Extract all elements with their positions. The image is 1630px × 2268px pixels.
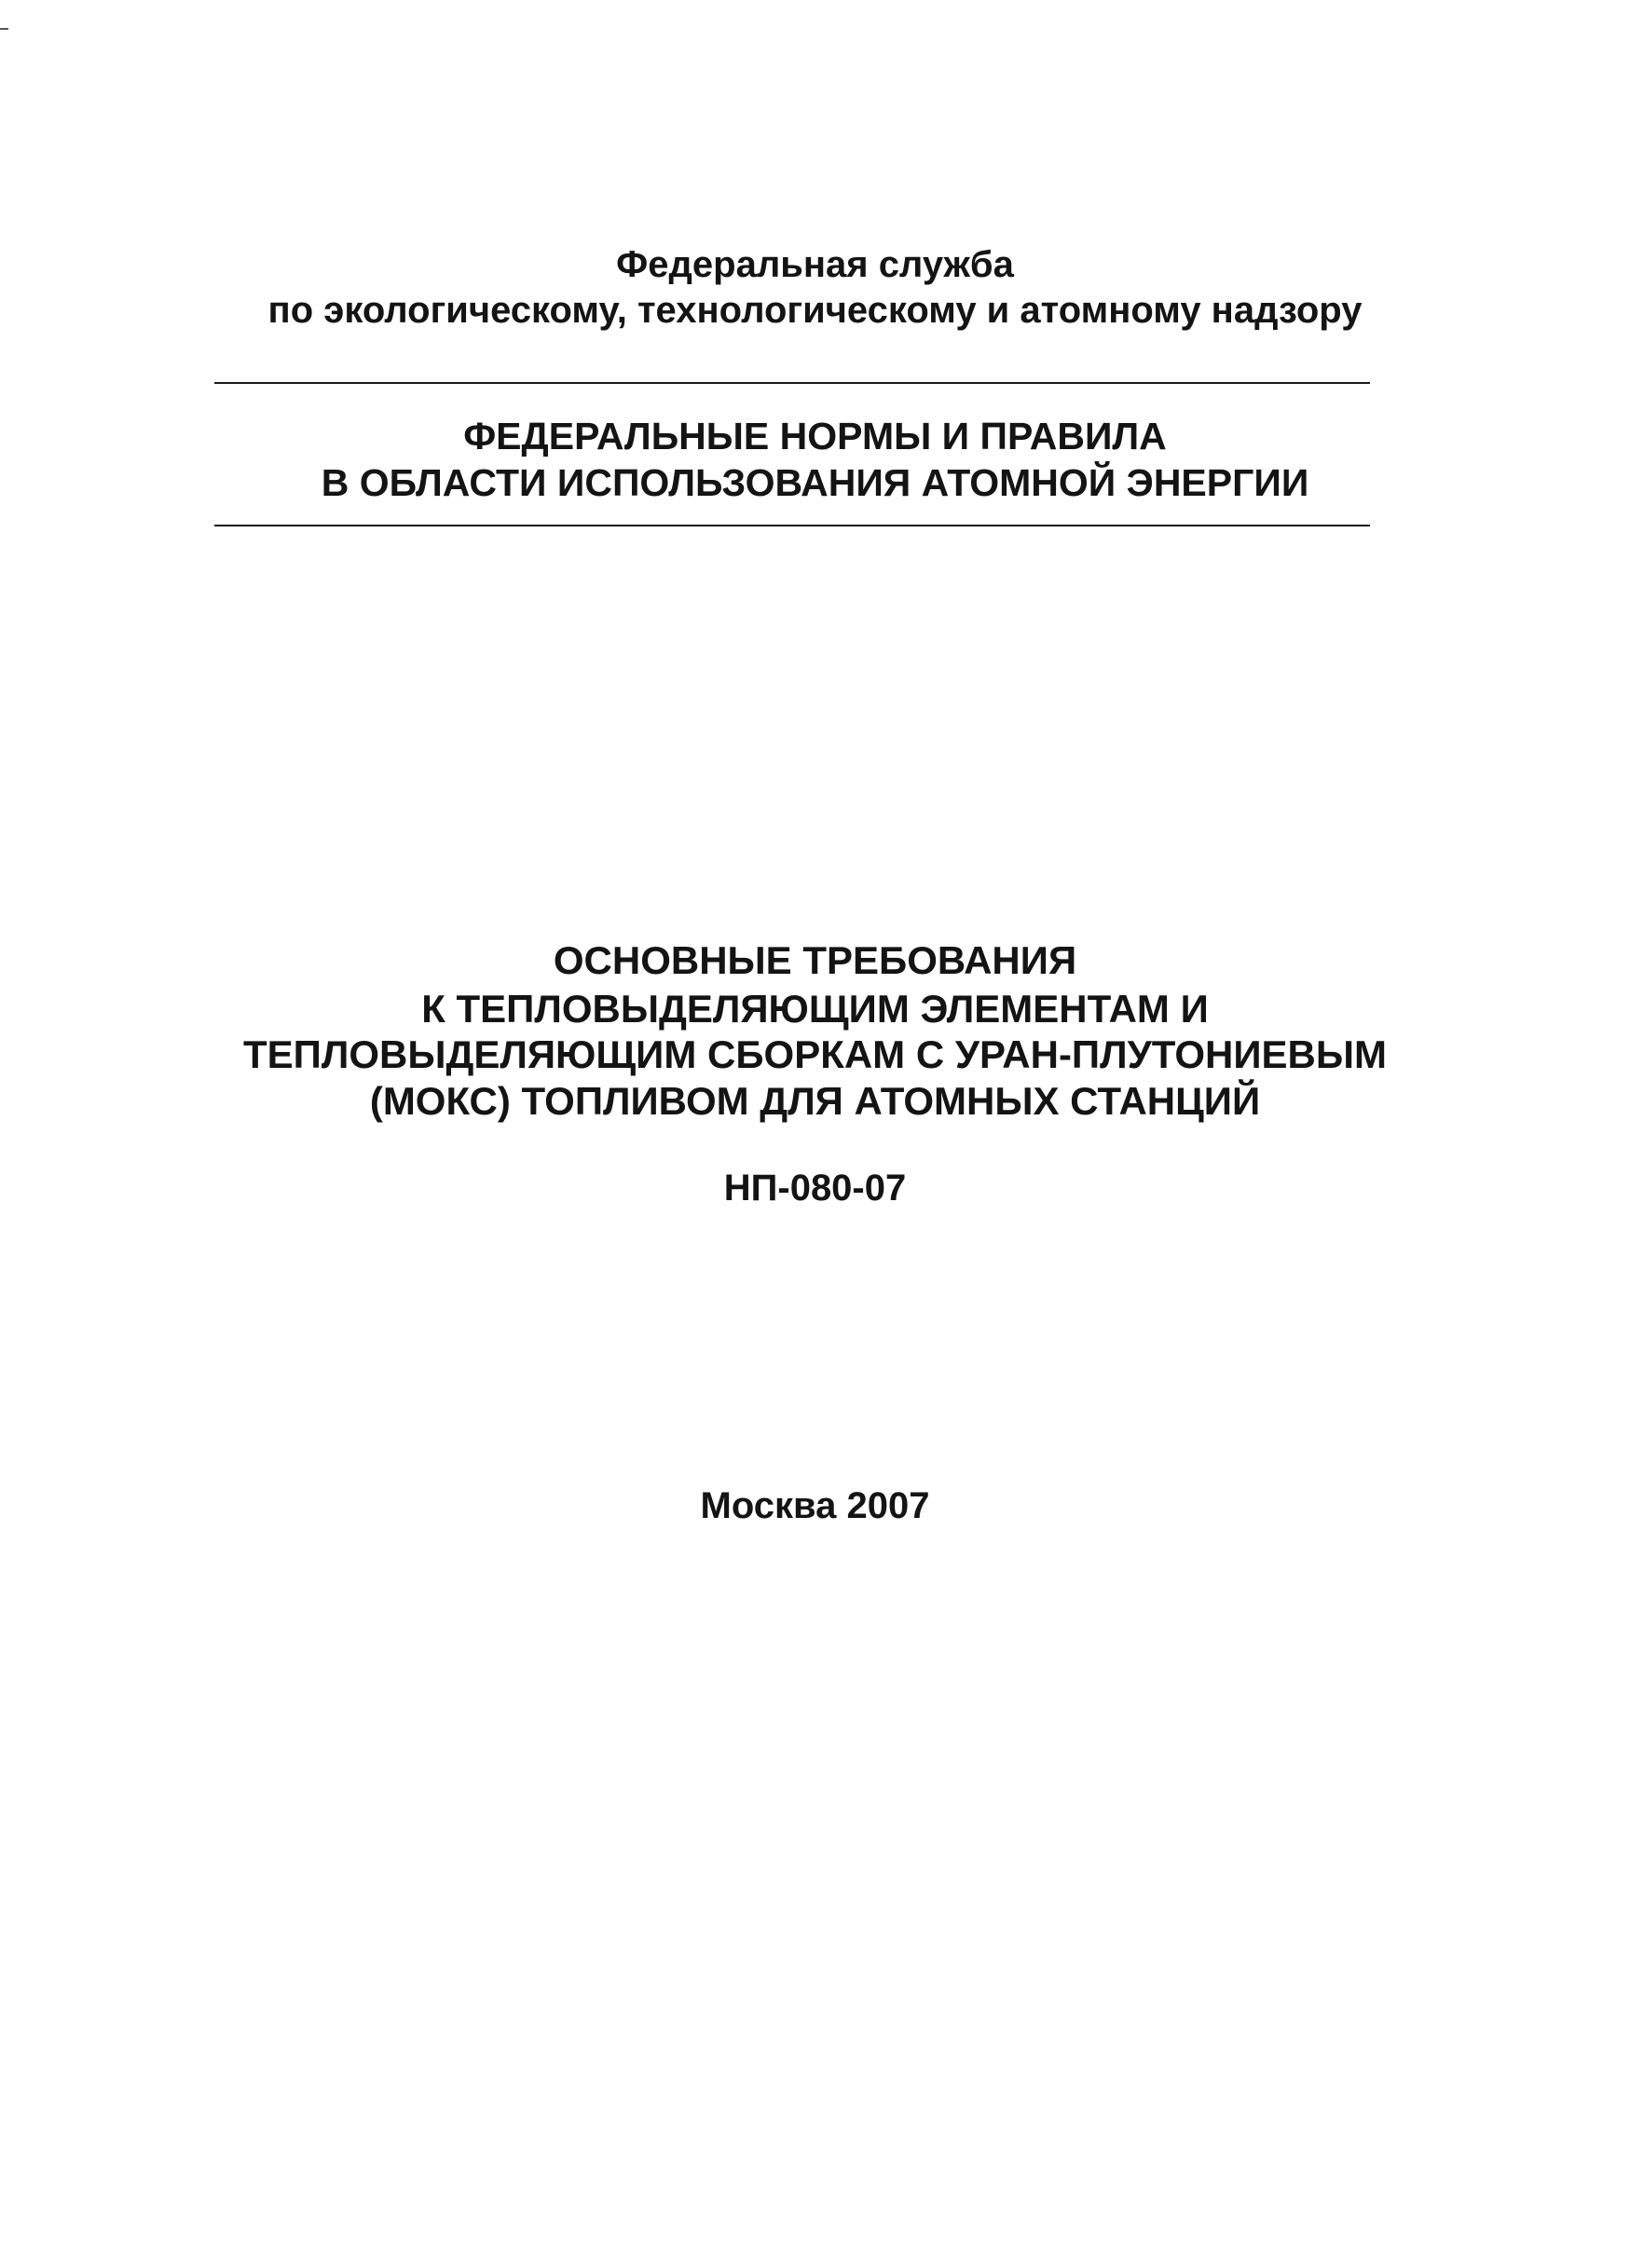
imprint-place-year: Москва 2007	[700, 1485, 930, 1526]
document-title-line-4: (МОКС) ТОПЛИВОМ ДЛЯ АТОМНЫХ СТАНЦИЙ	[369, 1079, 1261, 1123]
series-heading-line-2: В ОБЛАСТИ ИСПОЛЬЗОВАНИЯ АТОМНОЙ ЭНЕРГИИ	[321, 461, 1309, 504]
bottom-divider	[214, 525, 1370, 526]
series-heading-line-1: ФЕДЕРАЛЬНЫЕ НОРМЫ И ПРАВИЛА	[463, 415, 1167, 458]
document-code: НП-080-07	[723, 1168, 907, 1209]
document-title-line-2: К ТЕПЛОВЫДЕЛЯЮЩИМ ЭЛЕМЕНТАМ И	[421, 987, 1209, 1031]
document-title-line-3: ТЕПЛОВЫДЕЛЯЮЩИМ СБОРКАМ С УРАН-ПЛУТОНИЕВЫМ	[243, 1032, 1387, 1076]
agency-name-line-1: Федеральная служба	[616, 244, 1014, 285]
top-divider	[214, 382, 1370, 384]
scan-corner-mark	[0, 28, 8, 30]
document-title-line-1: ОСНОВНЫЕ ТРЕБОВАНИЯ	[553, 938, 1077, 982]
agency-name-line-2: по экологическому, технологическому и атомному надзору	[267, 290, 1363, 331]
